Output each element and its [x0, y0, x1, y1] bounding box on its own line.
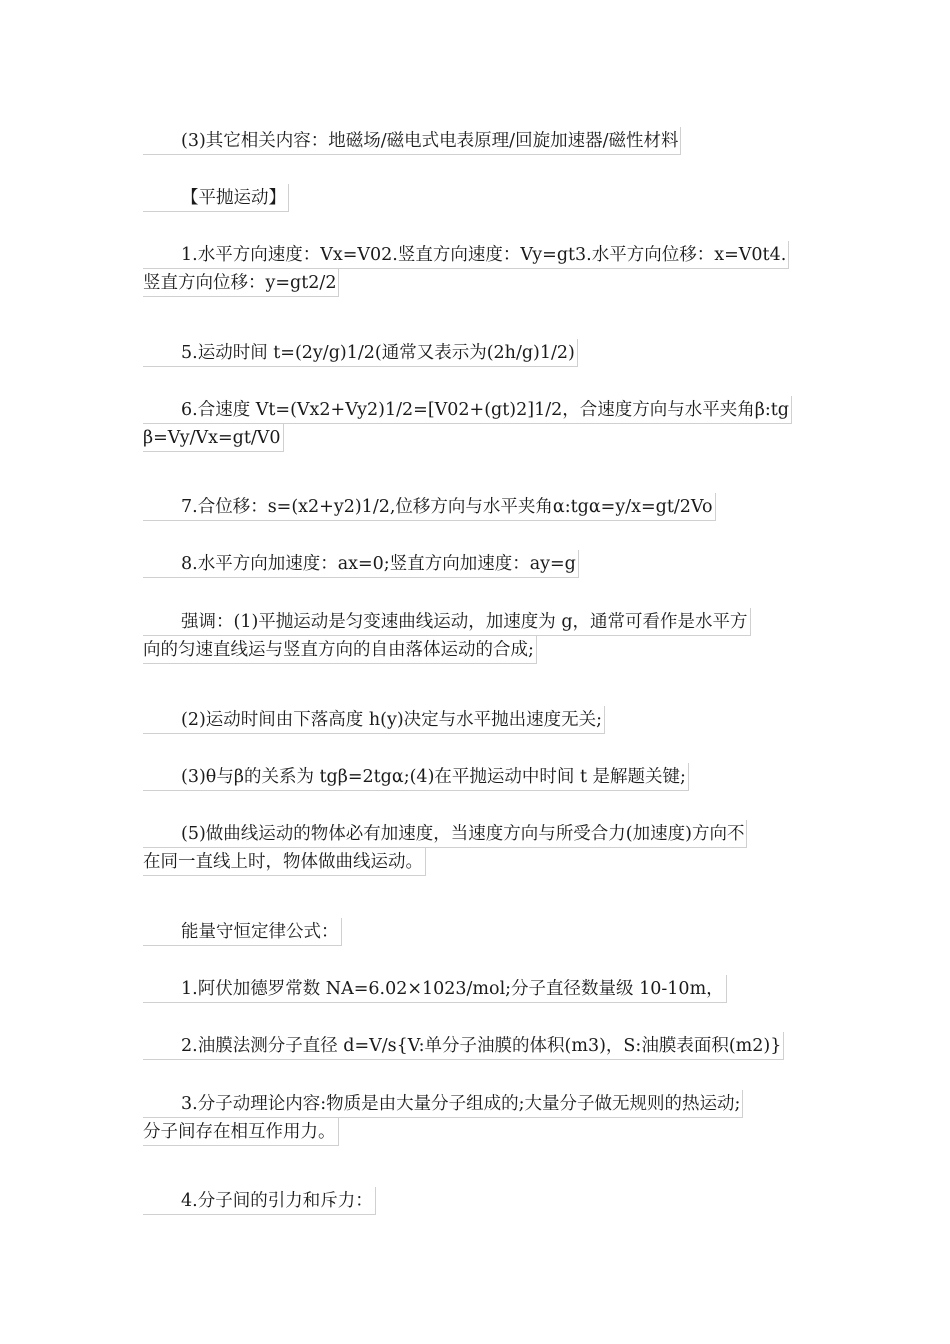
paragraph-oil-film — [143, 1032, 784, 1060]
paragraph-line: 6.合速度 Vt=(Vx2+Vy2)1/2=[V02+(gt)2]1/2，合速度方向与水平夹角β:tg — [143, 396, 792, 424]
paragraph-line: 4.分子间的引力和斥力： — [143, 1187, 376, 1215]
paragraph-line: 8.水平方向加速度：ax=0;竖直方向加速度：ay=g — [143, 550, 579, 578]
paragraph-emphasis-5 — [143, 820, 747, 876]
section-heading: 【平抛运动】 — [143, 184, 289, 212]
paragraph-line: (3)其它相关内容：地磁场/磁电式电表原理/回旋加速器/磁性材料 — [143, 127, 681, 155]
paragraph-line: 竖直方向位移：y=gt2/2 — [143, 269, 339, 297]
paragraph-line: 2.油膜法测分子直径 d=V/s{V:单分子油膜的体积(m3)，S:油膜表面积(m2)} — [143, 1032, 784, 1060]
paragraph-line: (5)做曲线运动的物体必有加速度，当速度方向与所受合力(加速度)方向不 — [143, 820, 747, 848]
paragraph-resultant-displacement — [143, 493, 716, 521]
paragraph-line: 7.合位移：s=(x2+y2)1/2,位移方向与水平夹角α:tgα=y/x=gt/2Vo — [143, 493, 716, 521]
paragraph-emphasis — [143, 608, 751, 664]
paragraph-emphasis-3 — [143, 763, 689, 791]
section-heading-energy — [143, 918, 342, 946]
paragraph-line: 3.分子动理论内容:物质是由大量分子组成的;大量分子做无规则的热运动; — [143, 1090, 743, 1118]
paragraph-molecular-forces — [143, 1187, 376, 1215]
paragraph-avogadro — [143, 975, 727, 1003]
paragraph-emphasis-2 — [143, 706, 605, 734]
paragraph-velocity-displacement — [143, 241, 789, 297]
section-heading: 能量守恒定律公式： — [143, 918, 342, 946]
paragraph-line: (2)运动时间由下落高度 h(y)决定与水平抛出速度无关; — [143, 706, 605, 734]
section-heading-projectile — [143, 184, 289, 212]
paragraph-acceleration — [143, 550, 579, 578]
paragraph-line: 1.阿伏加德罗常数 NA=6.02×1023/mol;分子直径数量级 10-10m， — [143, 975, 727, 1003]
paragraph-line: 在同一直线上时，物体做曲线运动。 — [143, 848, 426, 876]
paragraph-line: β=Vy/Vx=gt/V0 — [143, 424, 284, 452]
paragraph-line: 5.运动时间 t=(2y/g)1/2(通常又表示为(2h/g)1/2) — [143, 339, 578, 367]
paragraph-line: 分子间存在相互作用力。 — [143, 1118, 339, 1146]
paragraph-line: 向的匀速直线运与竖直方向的自由落体运动的合成; — [143, 636, 537, 664]
paragraph-resultant-velocity — [143, 396, 792, 452]
paragraph-line: (3)θ与β的关系为 tgβ=2tgα;(4)在平抛运动中时间 t 是解题关键; — [143, 763, 689, 791]
paragraph-molecular-theory — [143, 1090, 743, 1146]
paragraph-line: 1.水平方向速度：Vx=V02.竖直方向速度：Vy=gt3.水平方向位移：x=V0t4. — [143, 241, 789, 269]
paragraph-motion-time — [143, 339, 578, 367]
paragraph-other-content — [143, 127, 681, 155]
paragraph-line: 强调：(1)平抛运动是匀变速曲线运动，加速度为 g，通常可看作是水平方 — [143, 608, 751, 636]
